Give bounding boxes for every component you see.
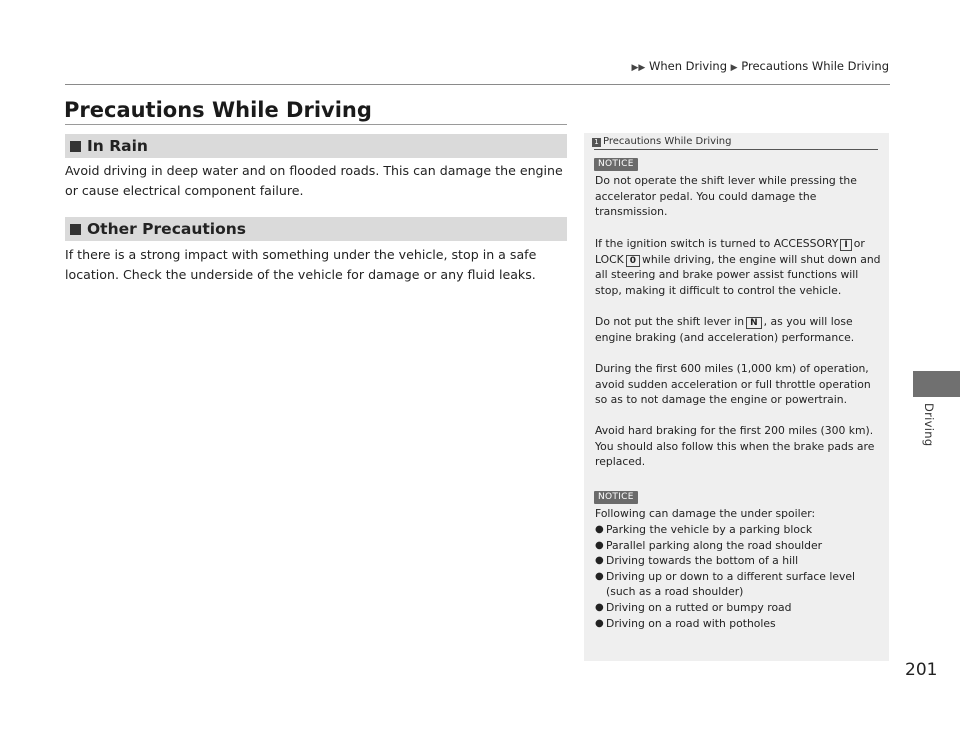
section-heading-text: Other Precautions	[87, 220, 247, 238]
list-item	[595, 616, 881, 632]
breadcrumb-arrow-icon: ▶	[730, 63, 738, 73]
list-item-text: Driving on a rutted or bumpy road	[606, 600, 792, 614]
square-bullet-icon	[70, 224, 81, 235]
list-item	[595, 553, 881, 569]
breadcrumb-arrow-icon: ▶▶	[631, 63, 646, 73]
page-number: 201	[905, 660, 938, 680]
section-heading-rain	[65, 134, 567, 158]
breadcrumb	[631, 59, 889, 73]
bullet-dot-icon: ●	[595, 570, 604, 582]
bullet-dot-icon: ●	[595, 617, 604, 629]
braking-paragraph: Avoid hard braking for the first 200 miles (300 km). You should also follow this when the brake pads are replaced.	[595, 424, 875, 469]
shift-lever-paragraph	[595, 314, 881, 345]
page-title: Precautions While Driving	[64, 98, 372, 122]
breadcrumb-level2[interactable]: Precautions While Driving	[741, 59, 889, 73]
bullet-dot-icon: ●	[595, 601, 604, 613]
bullet-dot-icon: ●	[595, 539, 604, 551]
square-bullet-icon	[70, 141, 81, 152]
rain-paragraph: Avoid driving in deep water and on flooded roads. This can damage the engine or cause electrical component failure.	[65, 163, 563, 198]
accessory-key-icon: I	[840, 239, 851, 251]
sidebar-notes	[584, 133, 889, 661]
chapter-label: Driving	[922, 403, 936, 447]
reference-number-icon: 1	[592, 138, 601, 147]
sidebar-heading-text: Precautions While Driving	[603, 136, 732, 147]
ignition-text: while driving, the engine will shut down and all steering and brake power assist functions will stop, making it difficult to control the vehicle.	[595, 252, 881, 297]
notice-badge: NOTICE	[594, 158, 638, 171]
neutral-key-icon: N	[746, 317, 762, 329]
breadcrumb-level1[interactable]: When Driving	[648, 59, 727, 73]
list-item-text: Driving up or down to a different surface level (such as a road shoulder)	[606, 569, 856, 599]
sidebar-heading	[592, 136, 732, 147]
bullet-dot-icon: ●	[595, 555, 604, 567]
ignition-paragraph	[595, 236, 881, 298]
section-heading-other	[65, 217, 567, 241]
chapter-tab[interactable]	[913, 371, 960, 397]
notice-badge: NOTICE	[594, 491, 638, 504]
other-paragraph: If there is a strong impact with something under the vehicle, stop in a safe location. Check the underside of the vehicle for damage or any fluid leaks.	[65, 247, 537, 282]
bullet-dot-icon: ●	[595, 524, 604, 535]
ignition-text: or LOCK	[595, 237, 865, 266]
section-heading-text: In Rain	[87, 137, 148, 155]
list-item	[595, 538, 881, 554]
under-spoiler-intro: Following can damage the under spoiler:	[595, 507, 816, 520]
header-divider	[65, 84, 890, 85]
list-item-text: Driving on a road with potholes	[606, 616, 776, 630]
list-item-text: Parking the vehicle by a parking block	[606, 523, 813, 536]
shift-lever-text: Do not put the shift lever in	[595, 315, 745, 328]
list-item	[595, 569, 881, 600]
notice-text: Do not operate the shift lever while pressing the accelerator pedal. You could damage the transmission.	[595, 174, 857, 219]
list-item	[595, 600, 881, 616]
ignition-text: If the ignition switch is turned to ACCESSORY	[595, 237, 839, 250]
list-item	[595, 522, 881, 538]
list-item-text: Parallel parking along the road shoulder	[606, 538, 823, 552]
list-item-text: Driving towards the bottom of a hill	[606, 554, 799, 568]
shift-lever-text: , as you will lose engine braking (and acceleration) performance.	[595, 315, 855, 344]
sidebar-divider	[594, 149, 878, 150]
break-in-paragraph: During the first 600 miles (1,000 km) of operation, avoid sudden acceleration or full throttle operation so as to not damage the engine or powertrain.	[595, 362, 871, 407]
lock-key-icon: 0	[626, 255, 640, 267]
under-spoiler-list	[595, 522, 881, 631]
title-divider	[65, 124, 567, 125]
